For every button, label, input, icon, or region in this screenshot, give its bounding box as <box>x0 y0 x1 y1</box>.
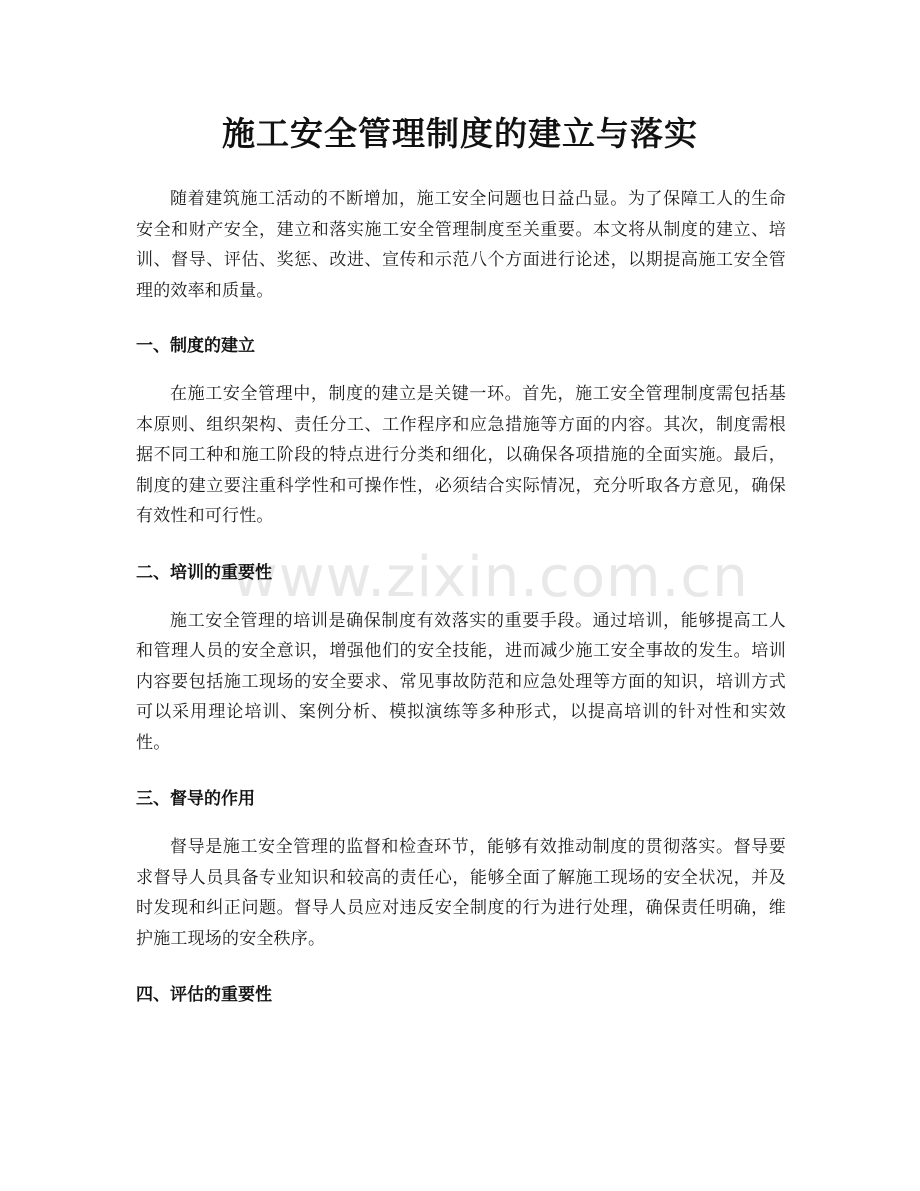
section-heading-4: 四、评估的重要性 <box>136 985 272 1005</box>
intro-paragraph: 随着建筑施工活动的不断增加，施工安全问题也日益凸显。为了保障工人的生命安全和财产安全，建立和落实施工安全管理制度至关重要。本文将从制度的建立、培训、督导、评估、奖惩、改进、宣传和示范八个方面进行论述，以期提高施工安全管理的效率和质量。 <box>136 189 786 301</box>
section-heading-2: 二、培训的重要性 <box>136 562 272 583</box>
section-body-1: 在施工安全管理中，制度的建立是关键一环。首先，施工安全管理制度需包括基本原则、组织架构、责任分工、工作程序和应急措施等方面的内容。其次，制度需根据不同工种和施工阶段的特点进行分类和细化，以确保各项措施的全面实施。最后，制度的建立要注重科学性和可操作性，必须结合实际情况，充分听取各方意见，确保有效性和可行性。 <box>136 384 786 526</box>
section-heading-1: 一、制度的建立 <box>136 336 255 356</box>
watermark: www.zixin.com.cn <box>232 545 749 610</box>
section-body-2: 施工安全管理的培训是确保制度有效落实的重要手段。通过培训，能够提高工人和管理人员的安全意识，增强他们的安全技能，进而减少施工安全事故的发生。培训内容要包括施工现场的安全要求、常见事故防范和应急处理等方面的知识，培训方式可以采用理论培训、案例分析、模拟演练等多种形式，以提高培训的针对性和实效性。 <box>136 610 786 753</box>
section-heading-3: 三、督导的作用 <box>136 789 255 809</box>
document-title: 施工安全管理制度的建立与落实 <box>222 114 698 153</box>
document-body <box>136 184 786 1009</box>
section-body-3: 督导是施工安全管理的监督和检查环节，能够有效推动制度的贯彻落实。督导要求督导人员具备专业知识和较高的责任心，能够全面了解施工现场的安全状况，并及时发现和纠正问题。督导人员应对违反安全制度的行为进行处理，确保责任明确，维护施工现场的安全秩序。 <box>136 837 786 949</box>
